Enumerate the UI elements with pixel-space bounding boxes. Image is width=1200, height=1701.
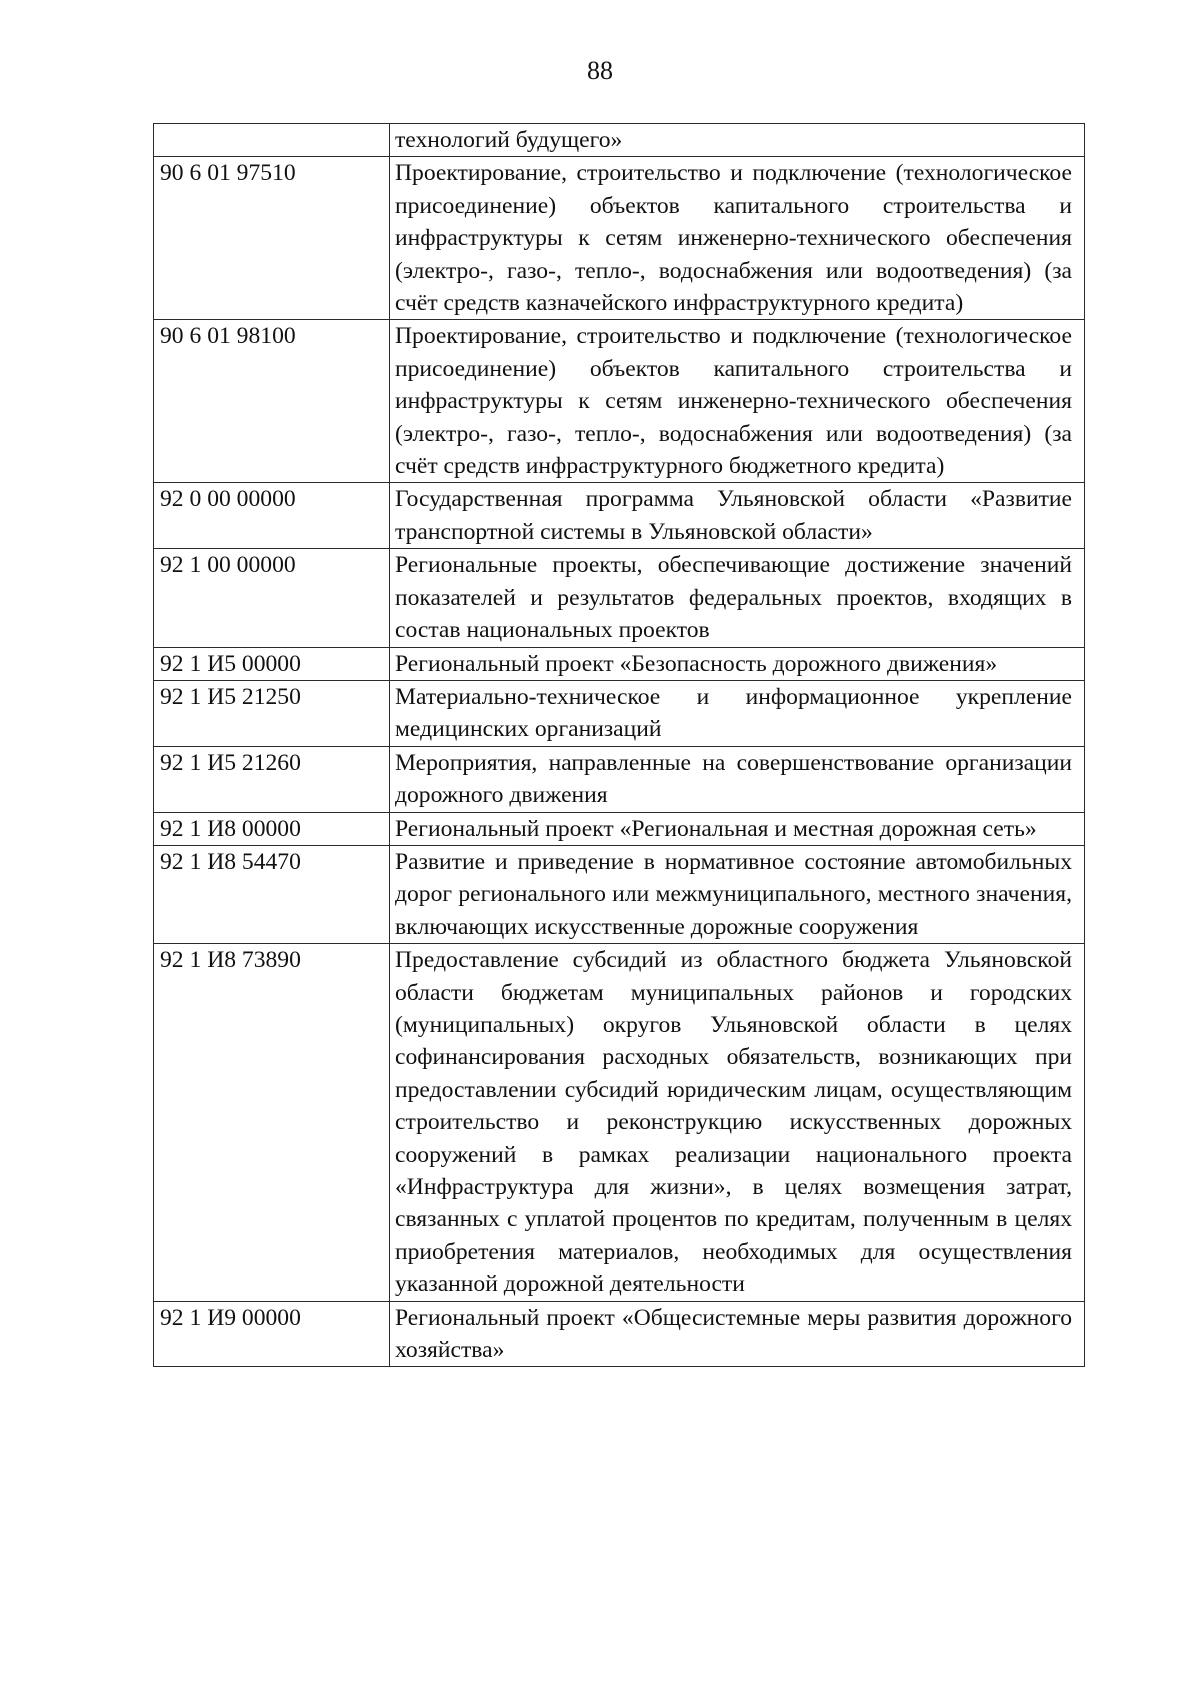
description-cell: Проектирование, строительство и подключение (технологическое присоединение) объектов капитального строительства и инфраструктуры к сетям инженерно-технического обеспечения (электро-, газо-, тепло-, водоснабжения или водоотведения) (за счёт средств инфраструктурного бюджетного кредита) <box>390 320 1085 483</box>
description-cell: Государственная программа Ульяновской области «Развитие транспортной системы в Ульяновской области» <box>390 483 1085 549</box>
table-row <box>154 812 1085 845</box>
page-number: 88 <box>587 56 613 85</box>
table-row <box>154 1301 1085 1367</box>
table-row <box>154 320 1085 483</box>
code-cell: 92 1 И8 73890 <box>154 944 390 1301</box>
code-cell: 92 1 И8 54470 <box>154 845 390 943</box>
code-cell: 90 6 01 97510 <box>154 157 390 320</box>
table-row <box>154 483 1085 549</box>
code-cell: 92 1 И8 00000 <box>154 812 390 845</box>
code-cell: 92 1 И5 00000 <box>154 647 390 680</box>
table-row <box>154 845 1085 943</box>
description-cell: Проектирование, строительство и подключение (технологическое присоединение) объектов капитального строительства и инфраструктуры к сетям инженерно-технического обеспечения (электро-, газо-, тепло-, водоснабжения или водоотведения) (за счёт средств казначейского инфраструктурного кредита) <box>390 157 1085 320</box>
code-cell: 92 1 И5 21250 <box>154 680 390 746</box>
code-cell: 92 1 И5 21260 <box>154 746 390 812</box>
description-cell: Материально-техническое и информационное укрепление медицинских организаций <box>390 680 1085 746</box>
table-row <box>154 647 1085 680</box>
description-cell: Развитие и приведение в нормативное состояние автомобильных дорог регионального или межмуниципального, местного значения, включающих искусственные дорожные сооружения <box>390 845 1085 943</box>
code-cell: 92 0 00 00000 <box>154 483 390 549</box>
description-cell: технологий будущего» <box>390 124 1085 157</box>
table-row <box>154 124 1085 157</box>
description-cell: Региональный проект «Региональная и местная дорожная сеть» <box>390 812 1085 845</box>
code-cell: 90 6 01 98100 <box>154 320 390 483</box>
description-cell: Предоставление субсидий из областного бюджета Ульяновской области бюджетам муниципальных районов и городских (муниципальных) округов Ульяновской области в целях софинансирования расходных обязательств, возникающих при предоставлении субсидий юридическим лицам, осуществляющим строительство и реконструкцию искусственных дорожных сооружений в рамках реализации национального проекта «Инфраструктура для жизни», в целях возмещения затрат, связанных с уплатой процентов по кредитам, полученным в целях приобретения материалов, необходимых для осуществления указанной дорожной деятельности <box>390 944 1085 1301</box>
budget-classification-table <box>153 123 1085 1367</box>
table-row <box>154 680 1085 746</box>
table-row <box>154 157 1085 320</box>
description-cell: Региональный проект «Общесистемные меры развития дорожного хозяйства» <box>390 1301 1085 1367</box>
code-cell <box>154 124 390 157</box>
description-cell: Региональный проект «Безопасность дорожного движения» <box>390 647 1085 680</box>
description-cell: Мероприятия, направленные на совершенствование организации дорожного движения <box>390 746 1085 812</box>
table-row <box>154 549 1085 647</box>
code-cell: 92 1 00 00000 <box>154 549 390 647</box>
code-cell: 92 1 И9 00000 <box>154 1301 390 1367</box>
description-cell: Региональные проекты, обеспечивающие достижение значений показателей и результатов федеральных проектов, входящих в состав национальных проектов <box>390 549 1085 647</box>
table-row <box>154 746 1085 812</box>
table-row <box>154 944 1085 1301</box>
